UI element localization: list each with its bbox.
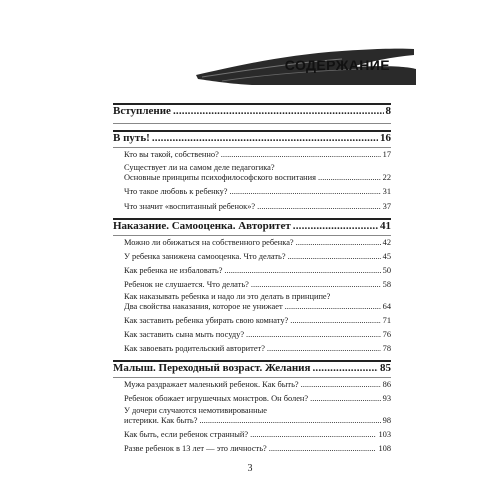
entry-page: 50 bbox=[382, 266, 391, 275]
entry-title: Основные принципы психофилософского воспитания bbox=[124, 173, 316, 182]
section-title: В путь! bbox=[113, 132, 150, 144]
toc-entry bbox=[124, 266, 391, 275]
leader-dots bbox=[288, 252, 381, 261]
toc-entry bbox=[124, 444, 391, 453]
leader-dots bbox=[318, 173, 381, 182]
entry-title-line1: У дочери случаются немотивированные bbox=[124, 406, 267, 415]
entry-page: 78 bbox=[382, 344, 391, 353]
entry-page: 76 bbox=[382, 330, 391, 339]
leader-dots bbox=[301, 380, 381, 389]
entry-title: Ребенок обожает игрушечных монстров. Он болен? bbox=[124, 394, 309, 403]
entry-title: Два свойства наказания, которое не унижает bbox=[124, 302, 283, 311]
toc-entry bbox=[124, 416, 391, 425]
leader-dots bbox=[257, 202, 381, 211]
section-underline bbox=[113, 147, 391, 148]
entry-title: Что значит «воспитанный ребенок»? bbox=[124, 202, 256, 211]
leader-dots bbox=[290, 316, 380, 325]
toc-entry bbox=[124, 344, 391, 353]
leader-dots bbox=[199, 416, 380, 425]
toc-entry bbox=[124, 280, 391, 289]
entry-title: У ребенка занижена самооценка. Что делать? bbox=[124, 252, 286, 261]
leader-dots bbox=[296, 238, 381, 247]
entry-title: Мужа раздражает маленький ребенок. Как быть? bbox=[124, 380, 299, 389]
toc-entry bbox=[124, 187, 391, 196]
entry-page: 17 bbox=[382, 150, 391, 159]
entry-page: 42 bbox=[382, 238, 391, 247]
leader-dots bbox=[267, 344, 381, 353]
section-page: 85 bbox=[380, 362, 391, 374]
section-underline bbox=[113, 377, 391, 378]
toc-entry bbox=[124, 394, 391, 403]
entry-title: Как быть, если ребенок странный? bbox=[124, 430, 249, 439]
entry-title: Как заставить сына мыть посуду? bbox=[124, 330, 245, 339]
entry-title: Можно ли обижаться на собственного ребенка? bbox=[124, 238, 294, 247]
section-underline bbox=[113, 235, 391, 236]
entry-title: Как завоевать родительский авторитет? bbox=[124, 344, 265, 353]
leader-dots bbox=[310, 394, 380, 403]
entry-page: 71 bbox=[382, 316, 391, 325]
entry-page: 86 bbox=[382, 380, 391, 389]
entry-page: 64 bbox=[382, 302, 391, 311]
leader-dots bbox=[293, 220, 378, 232]
leader-dots bbox=[250, 430, 376, 439]
entry-title: Как ребенка не избаловать? bbox=[124, 266, 223, 275]
section-page: 8 bbox=[385, 105, 391, 117]
leader-dots bbox=[285, 302, 381, 311]
leader-dots bbox=[312, 362, 378, 374]
leader-dots bbox=[221, 150, 381, 159]
section-title: Малыш. Переходный возраст. Желания bbox=[113, 362, 311, 374]
toc-section bbox=[113, 220, 391, 232]
entry-page: 98 bbox=[382, 416, 391, 425]
entry-page: 22 bbox=[382, 173, 391, 182]
entry-title: Ребенок не слушается. Что делать? bbox=[124, 280, 249, 289]
toc-entry bbox=[124, 330, 391, 339]
section-page: 41 bbox=[380, 220, 391, 232]
entry-title: Как заставить ребенка убирать свою комнату? bbox=[124, 316, 289, 325]
toc-section bbox=[113, 132, 391, 144]
leader-dots bbox=[152, 132, 378, 144]
entry-title: истерики. Как быть? bbox=[124, 416, 198, 425]
section-underline bbox=[113, 123, 391, 124]
entry-page: 103 bbox=[378, 430, 391, 439]
section-title: Наказание. Самооценка. Авторитет bbox=[113, 220, 291, 232]
page-heading: СОДЕРЖАНИЕ bbox=[284, 57, 390, 73]
toc-section bbox=[113, 105, 391, 117]
leader-dots bbox=[269, 444, 377, 453]
toc-entry bbox=[124, 252, 391, 261]
toc-entry bbox=[124, 150, 391, 159]
page-number: 3 bbox=[247, 463, 253, 474]
leader-dots bbox=[173, 105, 384, 117]
leader-dots bbox=[230, 187, 381, 196]
leader-dots bbox=[246, 330, 381, 339]
leader-dots bbox=[224, 266, 380, 275]
entry-title: Разве ребенок в 13 лет — это личность? bbox=[124, 444, 267, 453]
toc-entry bbox=[124, 380, 391, 389]
toc-entry bbox=[124, 430, 391, 439]
toc-entry bbox=[124, 302, 391, 311]
toc-entry bbox=[124, 316, 391, 325]
entry-page: 93 bbox=[382, 394, 391, 403]
entry-title: Кто вы такой, собственно? bbox=[124, 150, 219, 159]
entry-title: Что такое любовь к ребенку? bbox=[124, 187, 228, 196]
toc-entry bbox=[124, 202, 391, 211]
toc-entry bbox=[124, 173, 391, 182]
entry-page: 37 bbox=[382, 202, 391, 211]
toc-section bbox=[113, 362, 391, 374]
entry-page: 58 bbox=[382, 280, 391, 289]
entry-title-line1: Как наказывать ребенка и надо ли это делать в принципе? bbox=[124, 292, 331, 301]
entry-page: 31 bbox=[382, 187, 391, 196]
entry-title-line1: Существует ли на самом деле педагогика? bbox=[124, 163, 275, 172]
toc-entry bbox=[124, 238, 391, 247]
section-page: 16 bbox=[380, 132, 391, 144]
entry-page: 108 bbox=[378, 444, 391, 453]
section-title: Вступление bbox=[113, 105, 171, 117]
entry-page: 45 bbox=[382, 252, 391, 261]
leader-dots bbox=[251, 280, 381, 289]
